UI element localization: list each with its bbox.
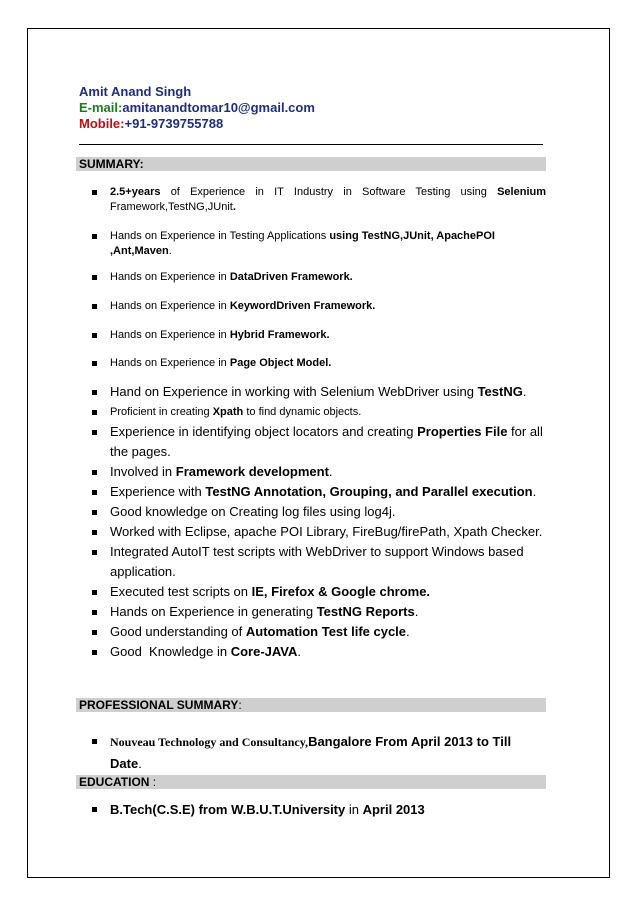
summary-item: Experience with TestNG Annotation, Grouping, and Parallel execution. [92,482,546,502]
summary-item: Hands on Experience in generating TestNG Reports. [92,602,546,622]
professional-summary-heading-text: PROFESSIONAL SUMMARY [79,698,239,712]
summary-item: Hands on Experience in Hybrid Framework. [92,328,546,343]
education-list [92,799,546,821]
summary-item: Executed test scripts on IE, Firefox & Google chrome. [92,582,546,602]
candidate-name: Amit Anand Singh [79,84,192,99]
summary-item: Hands on Experience in Testing Applications using TestNG,JUnit, ApachePOI ,Ant,Maven. [92,229,546,259]
email-line [79,100,315,116]
summary-item: Hands on Experience in DataDriven Framework. [92,270,546,285]
summary-heading [76,157,546,171]
header-divider [79,144,543,145]
summary-item: 2.5+years of Experience in IT Industry in Software Testing using Selenium Framework,TestNG,JUnit. [92,185,546,215]
professional-list [92,731,546,775]
summary-item: Hand on Experience in working with Selenium WebDriver using TestNG. [92,382,546,402]
education-heading: EDUCATION : [76,775,546,789]
mobile-line [79,116,315,132]
summary-item: Proficient in creating Xpath to find dynamic objects. [92,402,546,422]
summary-item: Involved in Framework development. [92,462,546,482]
summary-item: Integrated AutoIT test scripts with WebDriver to support Windows based application. [92,542,546,582]
summary-item: Hands on Experience in Page Object Model. [92,356,546,371]
education-item: B.Tech(C.S.E) from W.B.U.T.University in April 2013 [92,799,546,821]
mobile-label: Mobile: [79,116,125,131]
education-heading-text: EDUCATION [79,775,150,789]
summary-item: Good Knowledge in Core-JAVA. [92,642,546,662]
summary-item: Hands on Experience in KeywordDriven Framework. [92,299,546,314]
graduation-date: April 2013 [362,802,425,817]
degree: B.Tech(C.S.E) from W.B.U.T.University [110,802,346,817]
email-value[interactable]: amitanandtomar10@gmail.com [122,100,315,115]
contact-header [79,84,315,132]
summary-list-large [92,382,546,662]
mobile-value: +91-9739755788 [124,116,224,131]
summary-item: Good understanding of Automation Test life cycle. [92,622,546,642]
employment-item: Nouveau Technology and Consultancy,Bangalore From April 2013 to Till Date. [92,731,546,775]
professional-summary-heading: PROFESSIONAL SUMMARY: [76,698,546,712]
company-name: Nouveau Technology and Consultancy, [110,735,309,749]
summary-item: Experience in identifying object locators and creating Properties File for all the pages. [92,422,546,462]
summary-item: Good knowledge on Creating log files using log4j. [92,502,546,522]
email-label: E-mail: [79,100,123,115]
summary-heading-text: SUMMARY: [79,157,144,171]
employment-period: Bangalore From April 2013 to Till Date [110,734,512,771]
summary-item: Worked with Eclipse, apache POI Library, FireBug/firePath, Xpath Checker. [92,522,546,542]
